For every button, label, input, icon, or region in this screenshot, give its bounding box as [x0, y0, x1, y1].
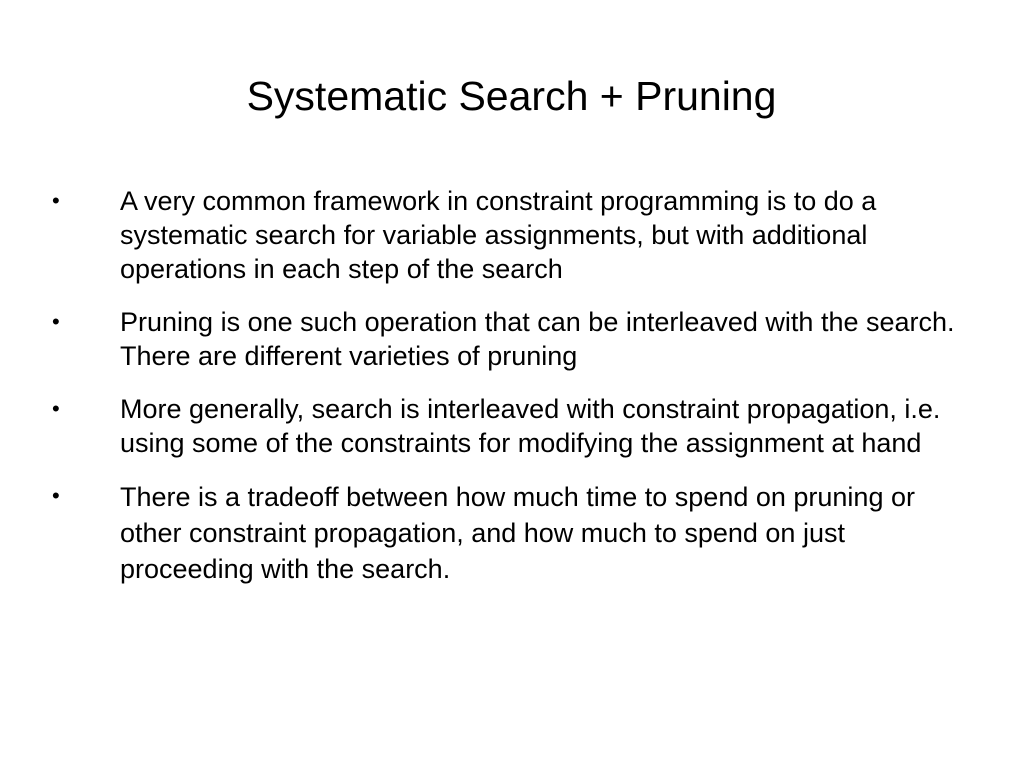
- bullet-list: [52, 184, 972, 606]
- bullet-dot-icon: •: [52, 188, 60, 213]
- bullet-dot-icon: •: [52, 309, 60, 334]
- bullet-item: [52, 479, 972, 587]
- bullet-item: [52, 305, 972, 373]
- bullet-item: [52, 392, 972, 460]
- bullet-dot-icon: •: [52, 483, 60, 508]
- bullet-dot-icon: •: [52, 396, 60, 421]
- bullet-text: Pruning is one such operation that can be interleaved with the search. There are different varieties of pruning: [120, 307, 955, 371]
- bullet-text: There is a tradeoff between how much time to spend on pruning or other constraint propagation, and how much to spend on just proceeding with the search.: [120, 482, 915, 584]
- bullet-text: More generally, search is interleaved with constraint propagation, i.e. using some of the constraints for modifying the assignment at hand: [120, 394, 941, 458]
- bullet-text: A very common framework in constraint programming is to do a systematic search for variable assignments, but with additional operations in each step of the search: [120, 186, 877, 284]
- slide-title: Systematic Search + Pruning: [246, 73, 777, 119]
- bullet-item: [52, 184, 972, 286]
